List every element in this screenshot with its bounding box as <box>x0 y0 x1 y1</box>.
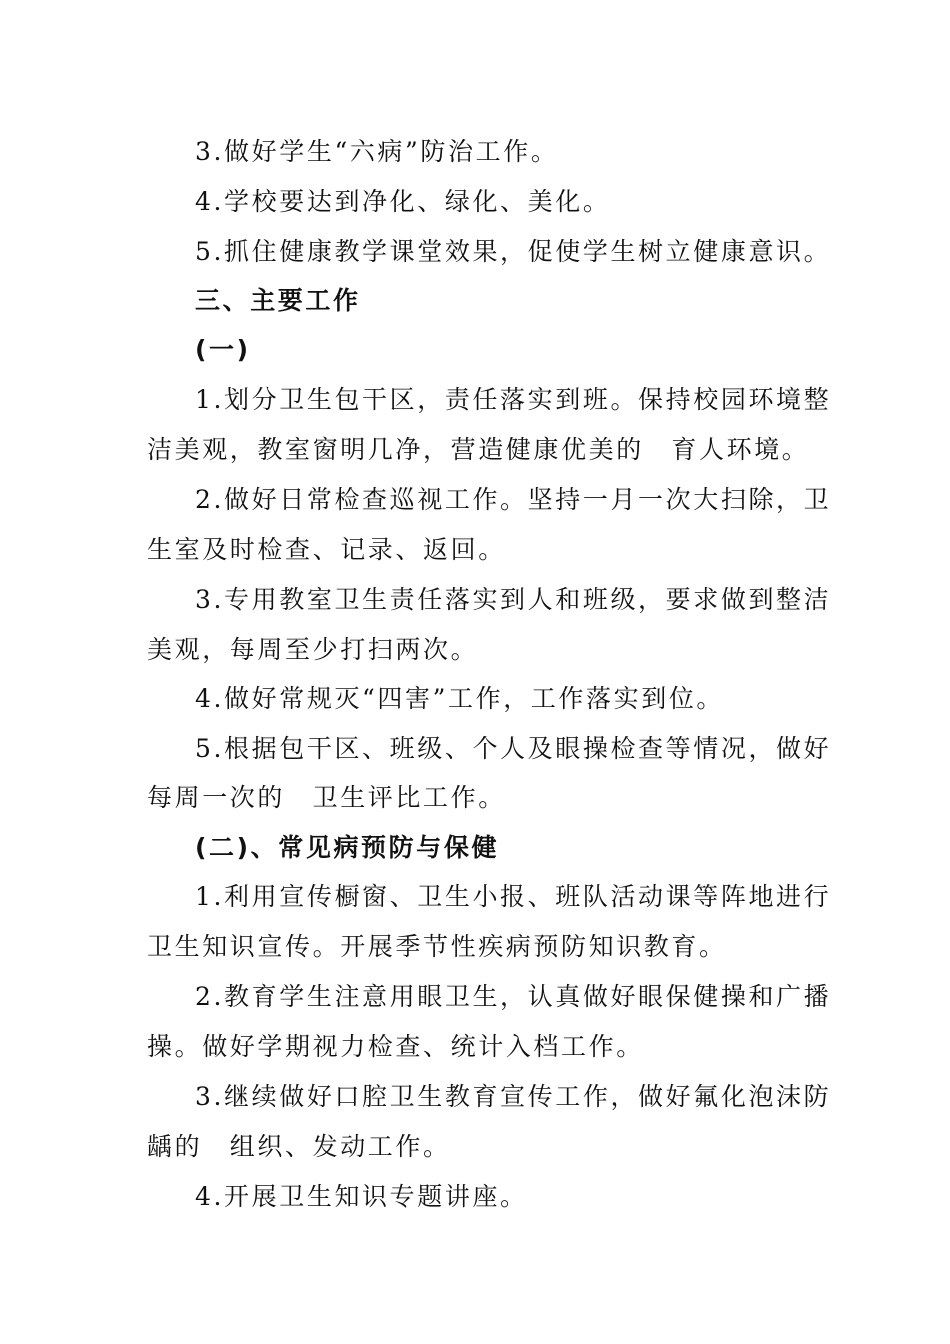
paragraph-5-line-2: 每周一次的 卫生评比工作。 <box>147 783 506 812</box>
paragraph-8-line-2: 龋的 组织、发动工作。 <box>147 1132 451 1161</box>
paragraph-3-line-1: 3.专用教室卫生责任落实到人和班级，要求做到整洁 <box>195 585 832 614</box>
paragraph-9-line-1: 4.开展卫生知识专题讲座。 <box>195 1182 528 1211</box>
subsection-heading-one: (一) <box>195 335 251 364</box>
paragraph-4-line-1: 4.做好常规灭“四害”工作，工作落实到位。 <box>195 684 725 713</box>
paragraph-1-line-2: 洁美观，教室窗明几净，营造健康优美的 育人环境。 <box>147 435 810 464</box>
paragraph-2-line-2: 生室及时检查、记录、返回。 <box>147 535 506 564</box>
paragraph-6-line-2: 卫生知识宣传。开展季节性疾病预防知识教育。 <box>147 932 727 961</box>
paragraph-5-line-1: 5.根据包干区、班级、个人及眼操检查等情况，做好 <box>195 734 832 763</box>
subsection-heading-two: (二)、常见病预防与保健 <box>195 833 500 862</box>
item-4-campus-greening: 4.学校要达到净化、绿化、美化。 <box>195 187 611 216</box>
item-3-six-diseases: 3.做好学生“六病”防治工作。 <box>195 137 559 166</box>
paragraph-7-line-1: 2.教育学生注意用眼卫生，认真做好眼保健操和广播 <box>195 982 832 1011</box>
section-heading-main-work: 三、主要工作 <box>195 286 361 315</box>
paragraph-1-line-1: 1.划分卫生包干区，责任落实到班。保持校园环境整 <box>195 385 832 414</box>
paragraph-8-line-1: 3.继续做好口腔卫生教育宣传工作，做好氟化泡沫防 <box>195 1082 832 1111</box>
paragraph-6-line-1: 1.利用宣传橱窗、卫生小报、班队活动课等阵地进行 <box>195 882 832 911</box>
item-5-health-teaching: 5.抓住健康教学课堂效果，促使学生树立健康意识。 <box>195 237 832 266</box>
paragraph-3-line-2: 美观，每周至少打扫两次。 <box>147 635 479 664</box>
paragraph-2-line-1: 2.做好日常检查巡视工作。坚持一月一次大扫除，卫 <box>195 485 832 514</box>
paragraph-7-line-2: 操。做好学期视力检查、统计入档工作。 <box>147 1032 644 1061</box>
